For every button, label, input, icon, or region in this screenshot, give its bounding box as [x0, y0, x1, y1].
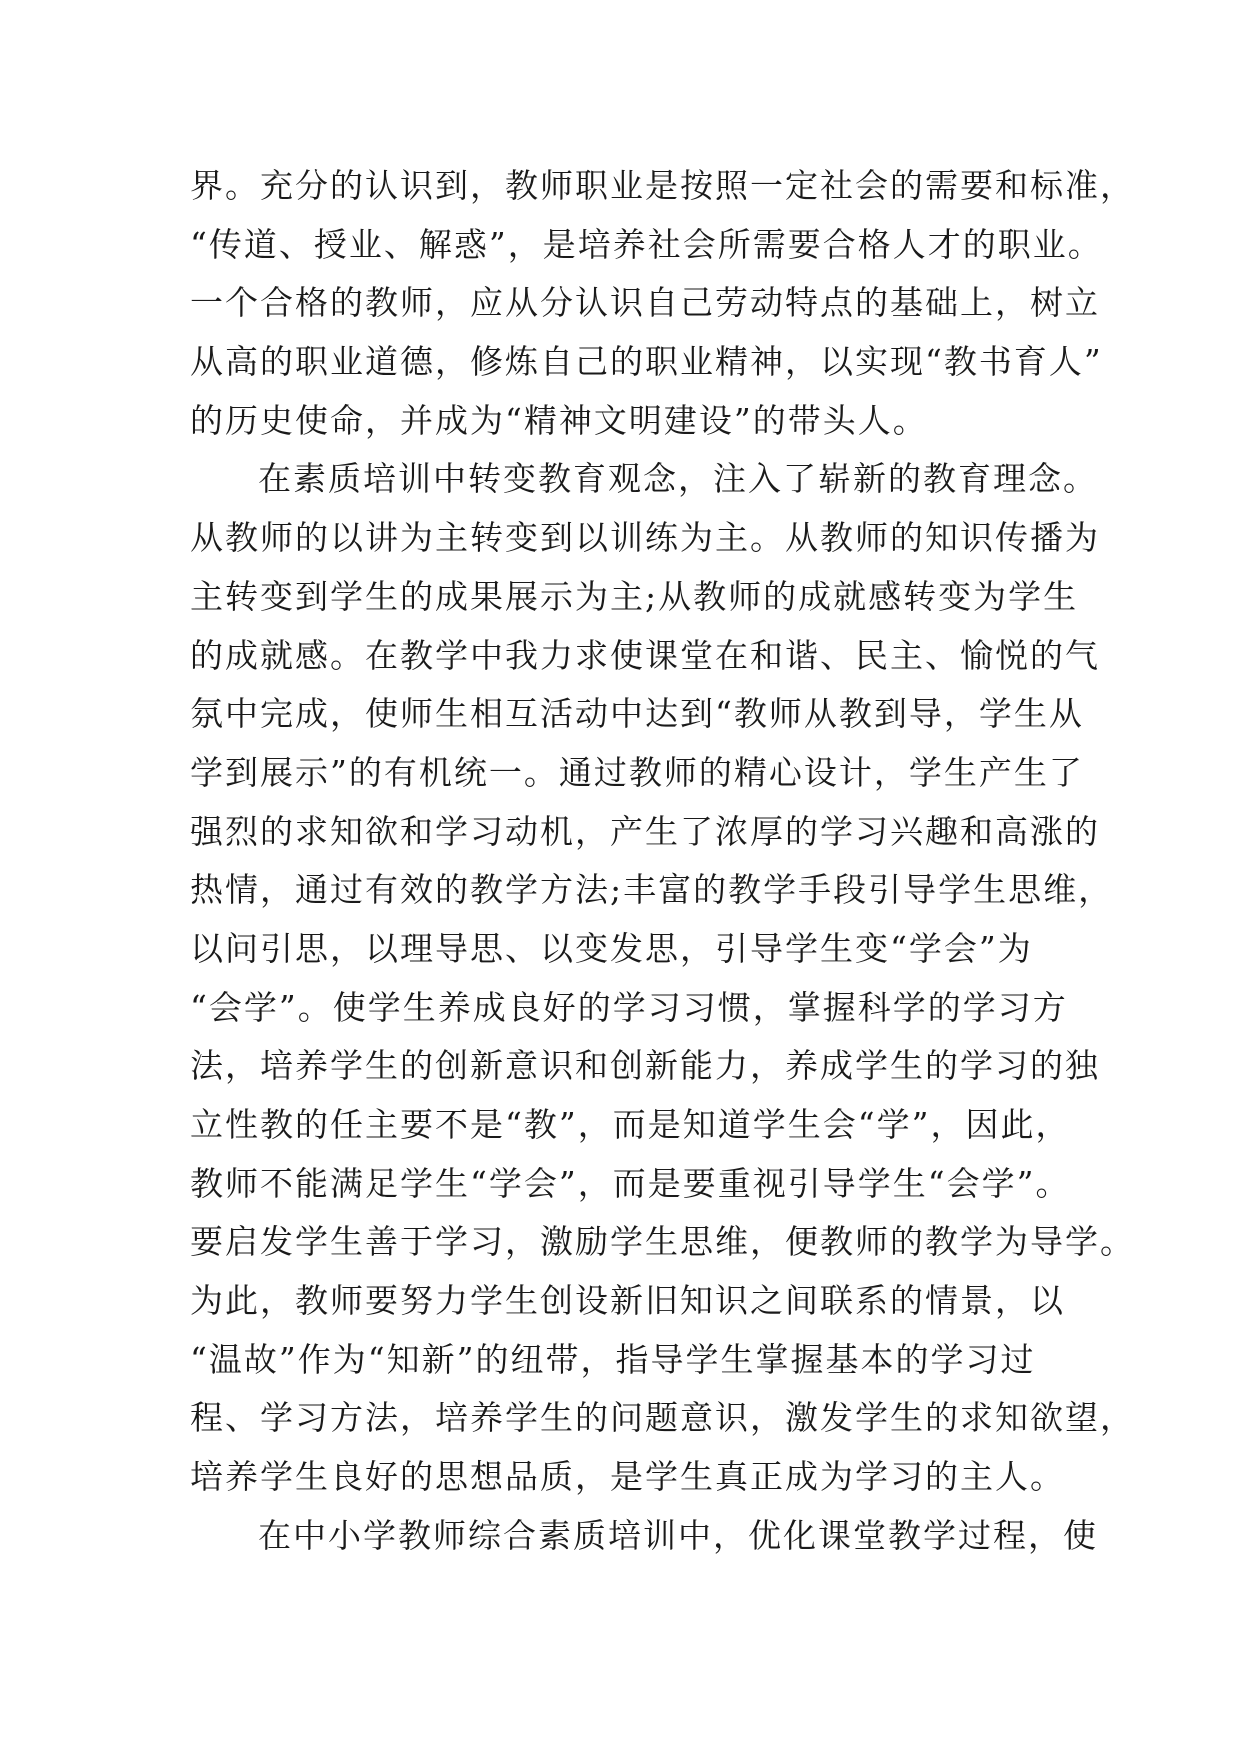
paragraph — [190, 450, 1135, 1506]
text-line: 强烈的求知欲和学习动机，产生了浓厚的学习兴趣和高涨的 — [190, 811, 1100, 851]
text-line: 在素质培训中转变教育观念，注入了崭新的教育理念。 — [258, 459, 1098, 499]
text-line: 热情，通过有效的教学方法;丰富的教学手段引导学生思维， — [190, 870, 1114, 910]
text-line: 氛中完成，使师生相互活动中达到“教师从教到导，学生从 — [190, 694, 1084, 734]
text-line: 界。充分的认识到，教师职业是按照一定社会的需要和标准， — [190, 166, 1135, 205]
text-line: 从教师的以讲为主转变到以训练为主。从教师的知识传播为 — [190, 518, 1100, 558]
text-line: 一个合格的教师，应从分认识自己劳动特点的基础上，树立 — [190, 283, 1100, 323]
paragraph — [190, 157, 1135, 450]
text-line: 学到展示”的有机统一。通过教师的精心设计，学生产生了 — [190, 752, 1084, 792]
text-line: 立性教的任主要不是“教”，而是知道学生会“学”，因此， — [190, 1105, 1071, 1144]
text-line: “会学”。使学生养成良好的学习习惯，掌握科学的学习方 — [190, 987, 1068, 1027]
paragraph — [190, 1507, 1098, 1566]
text-line: “温故”作为“知新”的纽带，指导学生掌握基本的学习过 — [190, 1339, 1036, 1379]
text-line: 以问引思，以理导思、以变发思，引导学生变“学会”为 — [190, 928, 1033, 968]
text-line: 为此，教师要努力学生创设新旧知识之间联系的情景，以 — [190, 1281, 1065, 1321]
text-line: 教师不能满足学生“学会”，而是要重视引导学生“会学”。 — [190, 1163, 1071, 1203]
text-line: 在中小学教师综合素质培训中，优化课堂教学过程，使 — [258, 1515, 1098, 1555]
text-line: 要启发学生善于学习，激励学生思维，便教师的教学为导学。 — [190, 1222, 1135, 1262]
text-line: 从高的职业道德，修炼自己的职业精神，以实现“教书育人” — [190, 342, 1103, 382]
text-line: 培养学生良好的思想品质，是学生真正成为学习的主人。 — [190, 1457, 1065, 1497]
text-line: 的历史使命，并成为“精神文明建设”的带头人。 — [190, 400, 928, 440]
text-line: 的成就感。在教学中我力求使课堂在和谐、民主、愉悦的气 — [190, 635, 1100, 675]
body-text — [190, 157, 1135, 1566]
text-line: 主转变到学生的成果展示为主;从教师的成就感转变为学生 — [190, 576, 1079, 616]
text-line: 法，培养学生的创新意识和创新能力，养成学生的学习的独 — [190, 1046, 1100, 1086]
text-line: 程、学习方法，培养学生的问题意识，激发学生的求知欲望， — [190, 1398, 1135, 1438]
text-line: “传道、授业、解惑”，是培养社会所需要合格人才的职业。 — [190, 224, 1103, 264]
